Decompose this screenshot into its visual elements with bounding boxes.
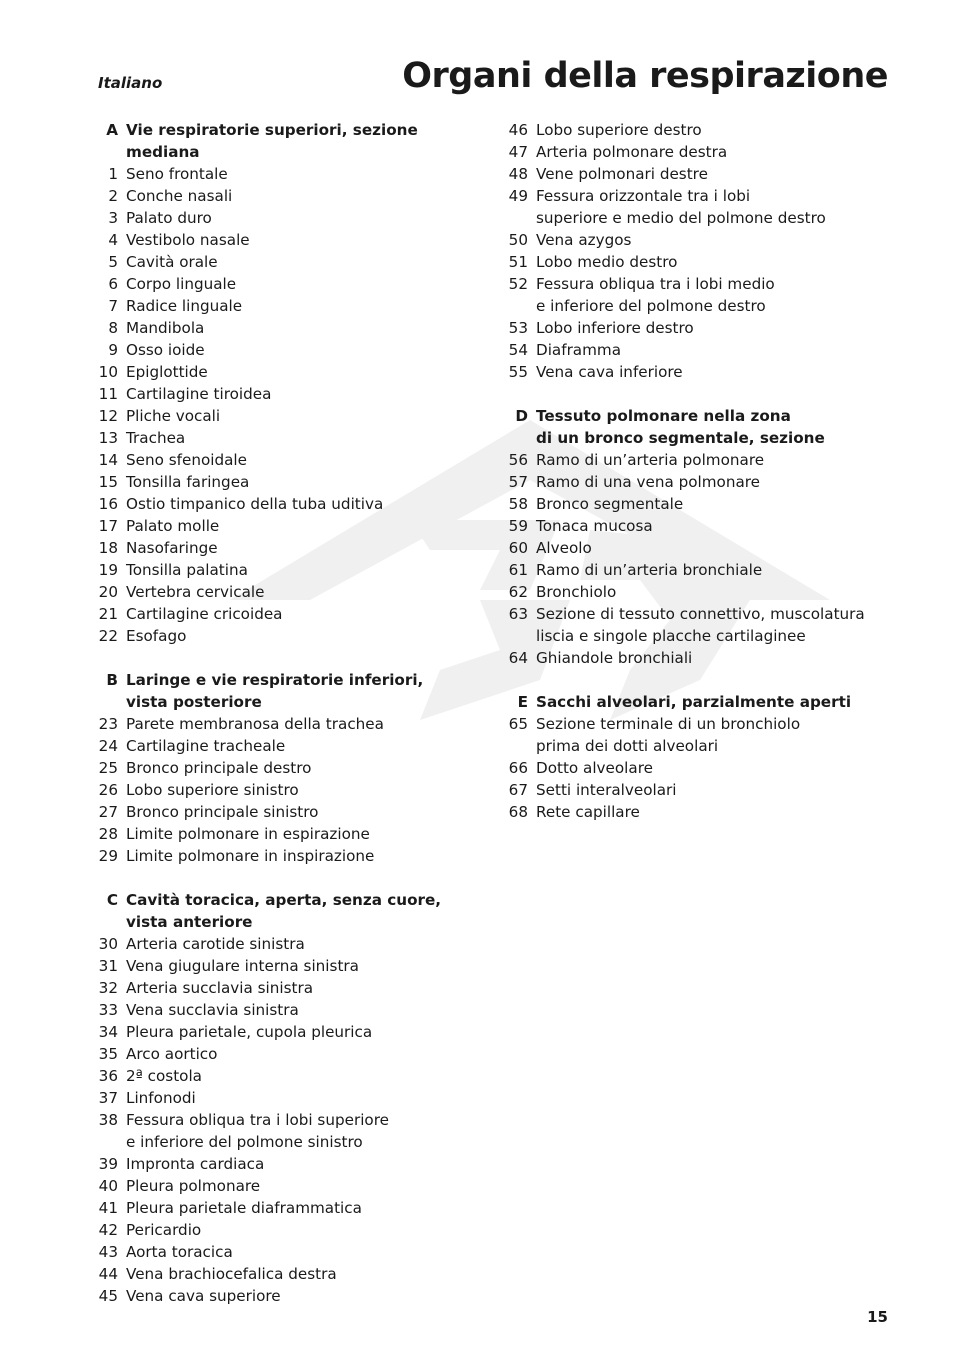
legend-section (90, 889, 490, 1307)
legend-item-number: 11 (98, 385, 118, 403)
legend-item-number: 63 (508, 605, 528, 623)
legend-item-number: 43 (98, 1243, 118, 1261)
legend-item-number: 12 (98, 407, 118, 425)
legend-item (90, 823, 490, 845)
legend-item-text: Pericardio (126, 1221, 202, 1239)
legend-item-number: 18 (98, 539, 118, 557)
legend-item (90, 185, 490, 207)
legend-item (90, 1153, 490, 1175)
legend-item-number: 33 (98, 1001, 118, 1019)
legend-item-text: Pliche vocali (126, 407, 221, 425)
legend-item-text: Rete capillare (536, 803, 640, 821)
legend-item-number: 7 (108, 297, 118, 315)
legend-item-number: 1 (108, 165, 118, 183)
section-letter: C (106, 891, 118, 909)
legend-item-text: Bronco segmentale (536, 495, 684, 513)
left-column (90, 119, 490, 1329)
legend-item-text: Linfonodi (126, 1089, 196, 1107)
legend-item (90, 757, 490, 779)
legend-item-number: 55 (508, 363, 528, 381)
legend-item-text: Vena succlavia sinistra (126, 1001, 299, 1019)
legend-item-text: Tonsilla faringea (126, 473, 250, 491)
legend-item (90, 1065, 490, 1087)
legend-item (90, 361, 490, 383)
legend-item-text: Cartilagine tracheale (126, 737, 286, 755)
legend-item-text: 2ª costola (126, 1067, 202, 1085)
legend-item-text: Diaframma (536, 341, 622, 359)
legend-item-text: Aorta toracica (126, 1243, 233, 1261)
legend-item-number: 67 (508, 781, 528, 799)
legend-item-text: Bronco principale destro (126, 759, 312, 777)
legend-item (90, 559, 490, 581)
legend-item-text: Seno sfenoidale (126, 451, 247, 469)
legend-item-number: 64 (508, 649, 528, 667)
legend-item-number: 51 (508, 253, 528, 271)
legend-item (500, 603, 900, 647)
section-heading (90, 119, 490, 163)
legend-item-text: Ramo di un’arteria bronchiale (536, 561, 763, 579)
legend-item-number: 23 (98, 715, 118, 733)
legend-item (90, 427, 490, 449)
legend-item (90, 383, 490, 405)
legend-item (90, 1219, 490, 1241)
legend-item (500, 581, 900, 603)
legend-item (90, 581, 490, 603)
legend-item (90, 317, 490, 339)
legend-item-number: 49 (508, 187, 528, 205)
legend-item-text: Cartilagine cricoidea (126, 605, 283, 623)
legend-item-number: 41 (98, 1199, 118, 1217)
legend-item-text: Vena cava superiore (126, 1287, 281, 1305)
legend-item-text: Ostio timpanico della tuba uditiva (126, 495, 384, 513)
legend-item-text: Arteria succlavia sinistra (126, 979, 314, 997)
legend-item-number: 48 (508, 165, 528, 183)
legend-item (90, 845, 490, 867)
legend-item-text: Impronta cardiaca (126, 1155, 265, 1173)
legend-item-number: 61 (508, 561, 528, 579)
legend-item-number: 37 (98, 1089, 118, 1107)
legend-item (500, 317, 900, 339)
legend-item-text: Bronco principale sinistro (126, 803, 319, 821)
legend-item-number: 34 (98, 1023, 118, 1041)
legend-item-number: 20 (98, 583, 118, 601)
legend-item (500, 537, 900, 559)
legend-item-text: Mandibola (126, 319, 205, 337)
legend-item-text: Vena cava inferiore (536, 363, 683, 381)
legend-item-text: Parete membranosa della trachea (126, 715, 384, 733)
legend-item-number: 10 (98, 363, 118, 381)
legend-item-number: 8 (108, 319, 118, 337)
legend-item (500, 449, 900, 471)
legend-item-number: 40 (98, 1177, 118, 1195)
legend-item (90, 1043, 490, 1065)
legend-item-text: Esofago (126, 627, 187, 645)
legend-item (90, 1175, 490, 1197)
legend-item-number: 31 (98, 957, 118, 975)
legend-item-text: Limite polmonare in espirazione (126, 825, 370, 843)
legend-item (500, 493, 900, 515)
legend-item-text: Lobo inferiore destro (536, 319, 694, 337)
section-heading (500, 405, 900, 449)
legend-item (500, 119, 900, 141)
legend-item-number: 68 (508, 803, 528, 821)
legend-item-number: 32 (98, 979, 118, 997)
legend-item-text: Arteria polmonare destra (536, 143, 728, 161)
legend-item-number: 6 (108, 275, 118, 293)
section-heading (90, 669, 490, 713)
legend-item (500, 339, 900, 361)
legend-item-text: Sezione terminale di un bronchiolo prima dei dotti alveolari (536, 715, 801, 755)
legend-item-text: Ramo di un’arteria polmonare (536, 451, 765, 469)
legend-item-number: 45 (98, 1287, 118, 1305)
legend-item (500, 163, 900, 185)
legend-item (500, 515, 900, 537)
legend-item-text: Fessura obliqua tra i lobi medio e inferiore del polmone destro (536, 275, 775, 315)
legend-item-text: Pleura parietale diaframmatica (126, 1199, 362, 1217)
legend-item-text: Vena azygos (536, 231, 632, 249)
section-heading (500, 691, 900, 713)
legend-item-text: Vena giugulare interna sinistra (126, 957, 359, 975)
legend-item-number: 59 (508, 517, 528, 535)
legend-item-number: 25 (98, 759, 118, 777)
legend-item-number: 17 (98, 517, 118, 535)
legend-item-text: Lobo superiore destro (536, 121, 702, 139)
legend-item-text: Conche nasali (126, 187, 233, 205)
legend-item (90, 405, 490, 427)
right-column (500, 119, 900, 845)
legend-item-number: 19 (98, 561, 118, 579)
legend-item-text: Setti interalveolari (536, 781, 677, 799)
legend-item (90, 273, 490, 295)
legend-item (90, 339, 490, 361)
legend-item-text: Cartilagine tiroidea (126, 385, 272, 403)
legend-item-text: Seno frontale (126, 165, 228, 183)
legend-item (500, 713, 900, 757)
legend-item (500, 251, 900, 273)
legend-item-number: 65 (508, 715, 528, 733)
legend-item (90, 295, 490, 317)
legend-section (500, 691, 900, 823)
legend-item-text: Palato duro (126, 209, 212, 227)
legend-item-number: 24 (98, 737, 118, 755)
section-heading-text: Cavità toracica, aperta, senza cuore, vista anteriore (126, 891, 442, 931)
legend-item-text: Bronchiolo (536, 583, 617, 601)
legend-item (500, 185, 900, 229)
legend-item-number: 39 (98, 1155, 118, 1173)
legend-item-number: 66 (508, 759, 528, 777)
section-letter: B (106, 671, 118, 689)
legend-item (90, 493, 490, 515)
legend-section (500, 119, 900, 383)
legend-section (90, 669, 490, 867)
legend-item-text: Pleura parietale, cupola pleurica (126, 1023, 373, 1041)
legend-item-number: 60 (508, 539, 528, 557)
legend-item-number: 14 (98, 451, 118, 469)
legend-item-number: 50 (508, 231, 528, 249)
section-heading-text: Tessuto polmonare nella zona di un bronco segmentale, sezione (536, 407, 825, 447)
legend-item-text: Pleura polmonare (126, 1177, 261, 1195)
legend-item-text: Vena brachiocefalica destra (126, 1265, 337, 1283)
legend-item-number: 27 (98, 803, 118, 821)
legend-item (90, 1109, 490, 1153)
legend-item-text: Sezione di tessuto connettivo, muscolatura liscia e singole placche cartilaginee (536, 605, 865, 645)
legend-item (90, 1263, 490, 1285)
legend-item (90, 735, 490, 757)
legend-item (500, 229, 900, 251)
legend-item-number: 13 (98, 429, 118, 447)
legend-item-number: 26 (98, 781, 118, 799)
legend-item (90, 251, 490, 273)
section-heading-text: Sacchi alveolari, parzialmente aperti (536, 693, 852, 711)
language-label: Italiano (98, 74, 163, 92)
legend-item-number: 28 (98, 825, 118, 843)
legend-item-number: 46 (508, 121, 528, 139)
legend-item-number: 30 (98, 935, 118, 953)
legend-item-number: 57 (508, 473, 528, 491)
legend-section (500, 405, 900, 669)
legend-item (500, 559, 900, 581)
legend-item-number: 3 (108, 209, 118, 227)
legend-item-text: Fessura orizzontale tra i lobi superiore e medio del polmone destro (536, 187, 826, 227)
legend-item-text: Palato molle (126, 517, 220, 535)
legend-item-text: Epiglottide (126, 363, 208, 381)
legend-item-number: 15 (98, 473, 118, 491)
legend-item-text: Tonaca mucosa (536, 517, 653, 535)
legend-item-number: 47 (508, 143, 528, 161)
legend-item-number: 54 (508, 341, 528, 359)
legend-item (90, 1285, 490, 1307)
legend-item (90, 471, 490, 493)
legend-item-number: 35 (98, 1045, 118, 1063)
section-heading-text: Laringe e vie respiratorie inferiori, vista posteriore (126, 671, 424, 711)
legend-item (90, 779, 490, 801)
legend-item-number: 62 (508, 583, 528, 601)
legend-item (90, 163, 490, 185)
legend-item (90, 955, 490, 977)
legend-item (90, 537, 490, 559)
legend-item-text: Alveolo (536, 539, 592, 557)
legend-section (90, 119, 490, 647)
legend-item-text: Arco aortico (126, 1045, 218, 1063)
legend-item-text: Vene polmonari destre (536, 165, 708, 183)
legend-item-number: 44 (98, 1265, 118, 1283)
section-heading (90, 889, 490, 933)
section-letter: D (515, 407, 528, 425)
legend-item-text: Fessura obliqua tra i lobi superiore e inferiore del polmone sinistro (126, 1111, 389, 1151)
legend-item-text: Vestibolo nasale (126, 231, 250, 249)
legend-item-number: 21 (98, 605, 118, 623)
legend-item (500, 757, 900, 779)
legend-item (90, 207, 490, 229)
legend-item (500, 273, 900, 317)
legend-item-text: Lobo medio destro (536, 253, 678, 271)
legend-item-number: 36 (98, 1067, 118, 1085)
legend-item (90, 801, 490, 823)
legend-item-text: Trachea (126, 429, 186, 447)
legend-item-number: 58 (508, 495, 528, 513)
legend-item-number: 38 (98, 1111, 118, 1129)
legend-item-number: 9 (108, 341, 118, 359)
legend-item (500, 471, 900, 493)
legend-item (500, 779, 900, 801)
legend-item-number: 4 (108, 231, 118, 249)
legend-item (90, 713, 490, 735)
legend-item-text: Limite polmonare in inspirazione (126, 847, 375, 865)
legend-item (500, 361, 900, 383)
legend-item-number: 2 (108, 187, 118, 205)
legend-item-number: 16 (98, 495, 118, 513)
legend-item (90, 1087, 490, 1109)
legend-item-text: Dotto alveolare (536, 759, 653, 777)
legend-item-text: Ghiandole bronchiali (536, 649, 693, 667)
legend-item-text: Nasofaringe (126, 539, 218, 557)
legend-item (90, 933, 490, 955)
legend-item-number: 22 (98, 627, 118, 645)
legend-item-number: 42 (98, 1221, 118, 1239)
legend-item (500, 647, 900, 669)
legend-item-number: 53 (508, 319, 528, 337)
section-letter: A (106, 121, 118, 139)
legend-item-text: Ramo di una vena polmonare (536, 473, 761, 491)
page-title: Organi della respirazione (402, 56, 888, 96)
legend-item-text: Corpo linguale (126, 275, 237, 293)
page-number: 15 (867, 1308, 888, 1326)
legend-item (90, 1021, 490, 1043)
legend-item (90, 515, 490, 537)
legend-item-text: Lobo superiore sinistro (126, 781, 299, 799)
legend-item (90, 977, 490, 999)
legend-item-text: Osso ioide (126, 341, 205, 359)
legend-item-number: 56 (508, 451, 528, 469)
legend-item-number: 5 (108, 253, 118, 271)
legend-item-number: 29 (98, 847, 118, 865)
legend-item (90, 229, 490, 251)
legend-item (90, 449, 490, 471)
legend-item (90, 1197, 490, 1219)
legend-item-text: Tonsilla palatina (126, 561, 248, 579)
legend-item-number: 52 (508, 275, 528, 293)
legend-item-text: Radice linguale (126, 297, 243, 315)
legend-item-text: Vertebra cervicale (126, 583, 265, 601)
legend-item (500, 141, 900, 163)
legend-item (500, 801, 900, 823)
legend-item (90, 1241, 490, 1263)
legend-item (90, 999, 490, 1021)
legend-item (90, 603, 490, 625)
legend-item-text: Cavità orale (126, 253, 218, 271)
section-heading-text: Vie respiratorie superiori, sezione mediana (126, 121, 418, 161)
legend-item-text: Arteria carotide sinistra (126, 935, 305, 953)
legend-item (90, 625, 490, 647)
section-letter: E (517, 693, 528, 711)
